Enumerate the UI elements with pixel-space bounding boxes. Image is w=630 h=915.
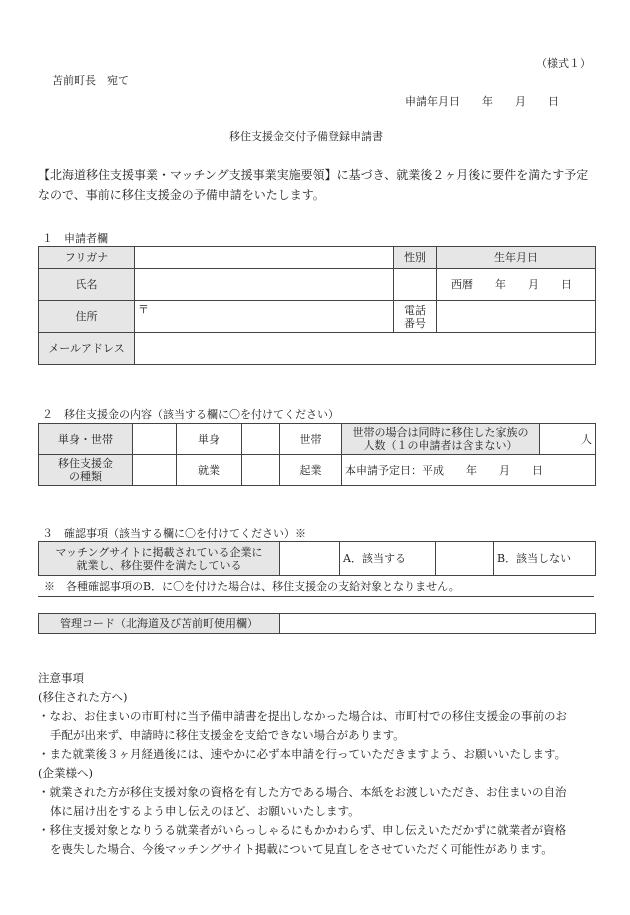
- notes-group-residents: (移住された方へ): [38, 690, 128, 704]
- notes-title: 注意事項: [38, 671, 84, 685]
- phone-label-line-2: 番号: [404, 316, 426, 330]
- intro-line-2: なので、事前に移住支援金の予備申請をいたします。: [38, 188, 325, 202]
- furigana-label: フリガナ: [39, 247, 135, 269]
- application-date-line: 申請年月日 年 月 日: [405, 95, 559, 108]
- notes-group-companies: (企業様へ): [38, 766, 93, 780]
- section2-heading: ２ 移住支援金の内容（該当する欄に〇を付けてください）: [42, 408, 339, 421]
- name-label: 氏名: [39, 269, 135, 301]
- address-label: 住所: [39, 301, 135, 333]
- employment-check-cell[interactable]: [133, 455, 177, 486]
- note-item-1-line-2: 手配が出来ず、申請時に移住支援金を支給できない場合があります。: [50, 728, 405, 742]
- management-code-table: [38, 613, 596, 634]
- email-field[interactable]: [135, 333, 596, 365]
- section1-heading: １ 申請者欄: [42, 232, 108, 245]
- section3-heading: ３ 確認事項（該当する欄に〇を付けてください）※: [42, 527, 306, 540]
- confirmation-table: [38, 541, 596, 576]
- birthdate-label: 生年月日: [437, 247, 596, 269]
- gender-label: 性別: [394, 247, 437, 269]
- phone-field[interactable]: [437, 301, 596, 333]
- startup-label: 起業: [280, 455, 342, 486]
- phone-label: [394, 301, 437, 333]
- subsidy-type-label: [39, 455, 133, 486]
- family-count-field[interactable]: [540, 424, 596, 455]
- management-code-label: 管理コード（北海道及び苫前町使用欄）: [39, 614, 280, 634]
- household-label: 世帯: [280, 424, 342, 455]
- note-item-4-line-1: ・移住支援対象となりうる就業者がいらっしゃるにもかかわらず、申し伝えいただかずに就業者が資格: [38, 823, 567, 837]
- question-line-2: 就業し、移住要件を満たしている: [76, 558, 242, 572]
- single-household-label: 単身・世帯: [39, 424, 133, 455]
- option-b-label: B．該当しない: [494, 542, 596, 576]
- notes-section: [38, 669, 598, 859]
- subsidy-type-label-2: の種類: [69, 470, 102, 483]
- option-b-check-cell[interactable]: [436, 542, 494, 576]
- name-field[interactable]: [135, 269, 394, 301]
- addressee: 苫前町長 宛て: [52, 74, 129, 87]
- matching-site-question: [39, 542, 280, 576]
- note-item-3-line-2: 体に届け出をするよう申し伝えのほど、お願いいたします。: [50, 804, 360, 818]
- management-code-field[interactable]: [280, 614, 596, 634]
- family-count-label-1: 世帯の場合は同時に移住した家族の: [352, 426, 529, 439]
- intro-line-1: 【北海道移住支援事業・マッチング支援事業実施要領】に基づき、就業後２ヶ月後に要件を満たす予定: [38, 168, 589, 182]
- person-unit: 人: [581, 432, 592, 446]
- employment-label: 就業: [177, 455, 242, 486]
- single-check-cell[interactable]: [133, 424, 177, 455]
- phone-label-line-1: 電話: [404, 303, 426, 317]
- furigana-field[interactable]: [135, 247, 394, 269]
- gender-field[interactable]: [394, 269, 437, 301]
- email-label: メールアドレス: [39, 333, 135, 365]
- section3-note: ※ 各種確認事項のB．に〇を付けた場合は、移住支援金の支給対象となりません。: [44, 580, 460, 593]
- option-a-label: A．該当する: [340, 542, 436, 576]
- subsidy-content-table: [38, 423, 596, 486]
- birthdate-field[interactable]: 西暦 年 月 日: [437, 269, 596, 301]
- note-item-3-line-1: ・就業された方が移住支援対象の資格を有した方である場合、本紙をお渡しいただき、お住まいの自治: [38, 785, 567, 799]
- question-line-1: マッチングサイトに掲載されている企業に: [55, 545, 263, 559]
- form-number: （様式１）: [536, 57, 591, 70]
- separator-line: [38, 596, 594, 597]
- note-item-1-line-1: ・なお、お住まいの市町村に当予備申請書を提出しなかった場合は、市町村での移住支援金の事前のお: [38, 709, 567, 723]
- option-a-check-cell[interactable]: [280, 542, 340, 576]
- household-check-cell[interactable]: [242, 424, 280, 455]
- subsidy-type-label-1: 移住支援金: [58, 457, 113, 470]
- document-title: 移住支援金交付予備登録申請書: [229, 130, 383, 143]
- applicant-table: [38, 246, 596, 365]
- address-field[interactable]: 〒: [135, 301, 394, 333]
- single-label: 単身: [177, 424, 242, 455]
- note-item-2: ・また就業後３ヶ月経過後には、速やかに必ず本申請を行っていただきますよう、お願いいたします。: [38, 747, 567, 761]
- family-count-label-2: 人数（１の申請者は含まない）: [363, 439, 518, 452]
- planned-application-date[interactable]: 本申請予定日：平成 年 月 日: [342, 455, 596, 486]
- family-count-label: [342, 424, 540, 455]
- note-item-4-line-2: を喪失した場合、今後マッチングサイト掲載について見直しをさせていただく可能性があります。: [50, 842, 553, 856]
- startup-check-cell[interactable]: [242, 455, 280, 486]
